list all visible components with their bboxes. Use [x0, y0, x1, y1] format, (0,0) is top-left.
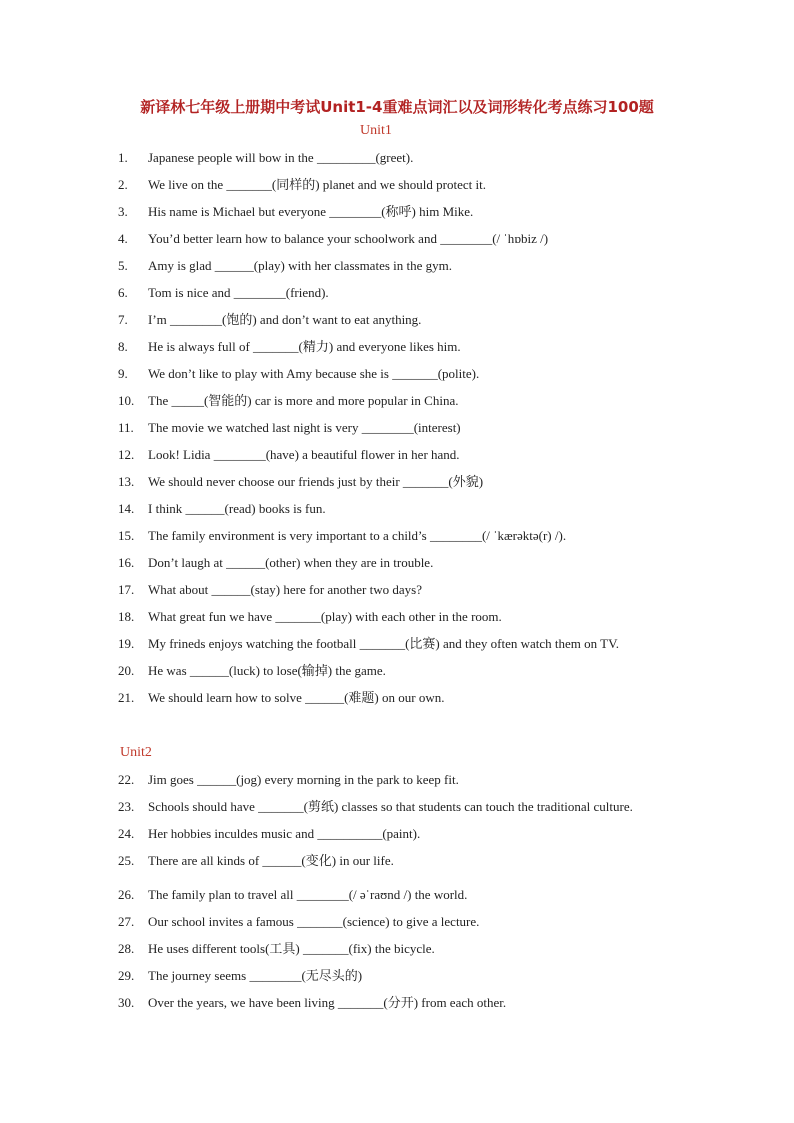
- question-text: Japanese people will bow in the _________(greet).: [148, 150, 414, 165]
- unit2-heading: Unit2: [120, 745, 152, 760]
- question-text: Look! Lidia ________(have) a beautiful flower in her hand.: [148, 447, 460, 462]
- question-text: My frineds enjoys watching the football _______(比赛) and they often watch them on TV.: [148, 636, 620, 651]
- question-number: 5.: [118, 258, 128, 273]
- question-number: 4.: [118, 231, 128, 246]
- question-number: 25.: [118, 853, 135, 868]
- question-text: Schools should have _______(剪纸) classes so that students can touch the traditional culture.: [148, 799, 633, 814]
- question-text: Amy is glad ______(play) with her classmates in the gym.: [148, 258, 453, 273]
- page-title: 新译林七年级上册期中考试Unit1-4重难点词汇以及词形转化考点练习100题: [140, 98, 654, 116]
- question-number: 2.: [118, 177, 128, 192]
- question-number: 16.: [118, 555, 135, 570]
- question-text: He is always full of _______(精力) and everyone likes him.: [148, 339, 461, 354]
- question-text: There are all kinds of ______(变化) in our life.: [148, 853, 394, 868]
- question-number: 17.: [118, 582, 135, 597]
- question-number: 13.: [118, 474, 135, 489]
- question-text: Our school invites a famous _______(science) to give a lecture.: [148, 914, 480, 929]
- question-number: 27.: [118, 914, 135, 929]
- question-text: Over the years, we have been living _______(分开) from each other.: [148, 995, 507, 1010]
- question-text: I think ______(read) books is fun.: [148, 501, 326, 516]
- question-text: The movie we watched last night is very ________(interest): [148, 420, 461, 435]
- question-number: 23.: [118, 799, 135, 814]
- question-number: 7.: [118, 312, 128, 327]
- question-text: He was ______(luck) to lose(输掉) the game.: [148, 663, 386, 678]
- question-number: 26.: [118, 887, 135, 902]
- question-text: The family environment is very important to a child’s ________(/ ˈkærəktə(r) /).: [148, 528, 567, 543]
- question-number: 29.: [118, 968, 135, 983]
- question-number: 10.: [118, 393, 135, 408]
- question-text: The _____(智能的) car is more and more popular in China.: [148, 393, 459, 408]
- question-text: What great fun we have _______(play) with each other in the room.: [148, 609, 502, 624]
- question-text: His name is Michael but everyone ________(称呼) him Mike.: [148, 204, 474, 219]
- question-number: 18.: [118, 609, 135, 624]
- question-number: 14.: [118, 501, 135, 516]
- question-text: He uses different tools(工具) _______(fix) the bicycle.: [148, 941, 435, 956]
- question-text: We should never choose our friends just by their _______(外貌): [148, 474, 484, 489]
- question-number: 30.: [118, 995, 135, 1010]
- question-number: 11.: [118, 420, 134, 435]
- question-number: 9.: [118, 366, 128, 381]
- question-number: 21.: [118, 690, 135, 705]
- question-number: 3.: [118, 204, 128, 219]
- question-text: We should learn how to solve ______(难题) on our own.: [148, 690, 445, 705]
- question-number: 24.: [118, 826, 135, 841]
- question-text: We live on the _______(同样的) planet and we should protect it.: [148, 177, 486, 192]
- unit1-heading: Unit1: [360, 123, 392, 138]
- question-number: 28.: [118, 941, 135, 956]
- question-number: 19.: [118, 636, 135, 651]
- question-text: The family plan to travel all ________(/ əˈraʊnd /) the world.: [148, 887, 468, 902]
- question-number: 6.: [118, 285, 128, 300]
- question-number: 12.: [118, 447, 135, 462]
- question-number: 20.: [118, 663, 135, 678]
- question-number: 15.: [118, 528, 135, 543]
- question-text: Don’t laugh at ______(other) when they are in trouble.: [148, 555, 434, 570]
- question-text: Tom is nice and ________(friend).: [148, 285, 329, 300]
- question-text: I’m ________(饱的) and don’t want to eat anything.: [148, 312, 422, 327]
- question-number: 1.: [118, 150, 128, 165]
- question-text: We don’t like to play with Amy because she is _______(polite).: [148, 366, 480, 381]
- question-text: What about ______(stay) here for another two days?: [148, 582, 422, 597]
- question-text: You’d better learn how to balance your schoolwork and ________(/ ˈhɒbiz /): [148, 231, 549, 246]
- question-number: 8.: [118, 339, 128, 354]
- question-number: 22.: [118, 772, 135, 787]
- question-text: Her hobbies inculdes music and __________(paint).: [148, 826, 421, 841]
- question-text: Jim goes ______(jog) every morning in the park to keep fit.: [148, 772, 459, 787]
- question-text: The journey seems ________(无尽头的): [148, 968, 363, 983]
